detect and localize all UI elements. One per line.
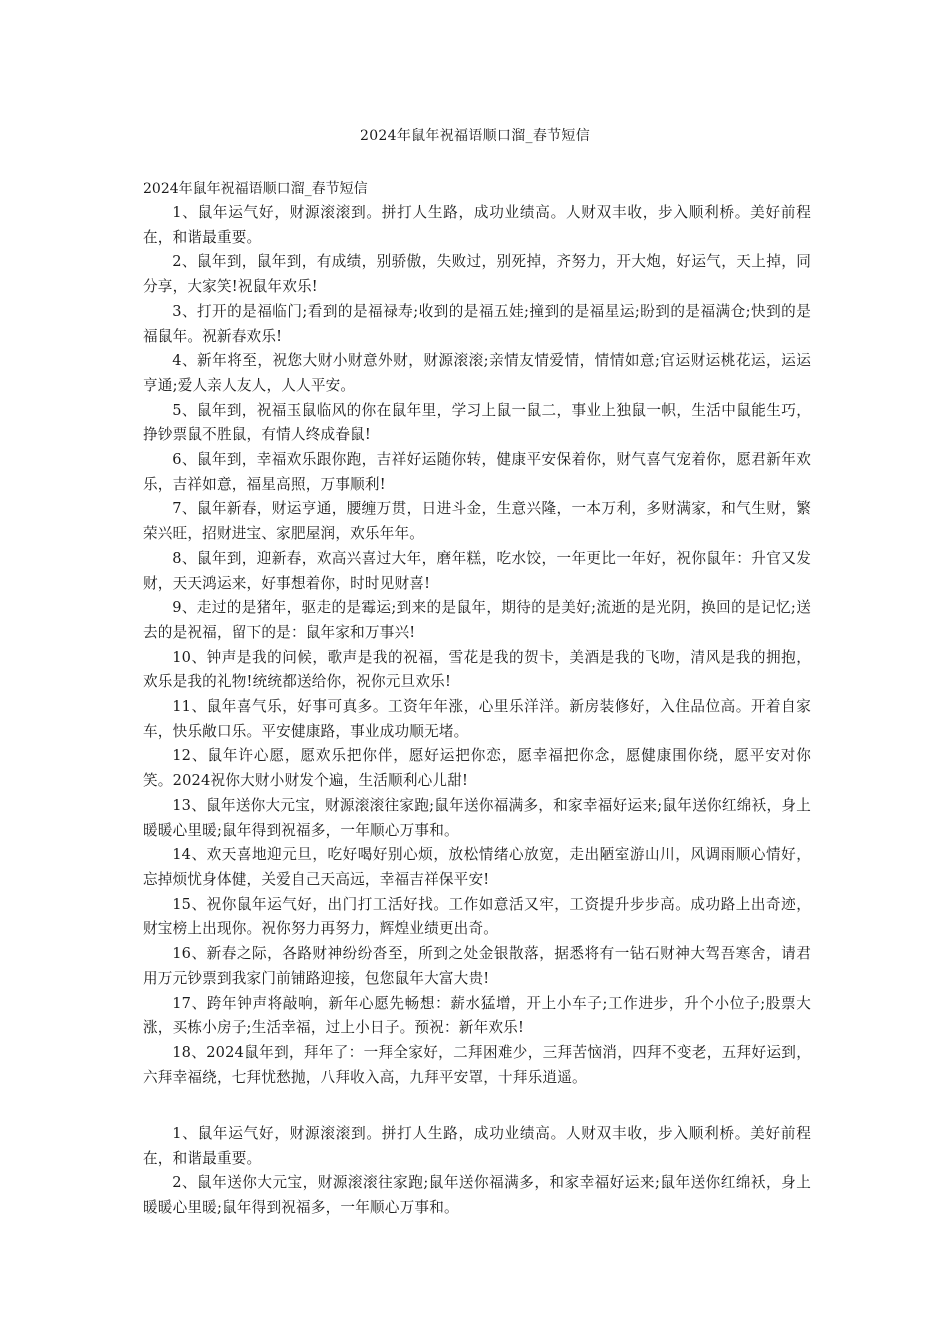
- paragraph-list: [143, 201, 811, 1090]
- paragraph: 3、打开的是福临门;看到的是福禄寿;收到的是福五娃;撞到的是福星运;盼到的是福满仓;快到的是福鼠年。祝新春欢乐!: [143, 302, 811, 345]
- paragraph: 11、鼠年喜气乐，好事可真多。工资年年涨，心里乐洋洋。新房装修好，入住品位高。开着自家车，快乐敞口乐。平安健康路，事业成功顺无堵。: [143, 698, 811, 740]
- paragraph: 4、新年将至，祝您大财小财意外财，财源滚滚;亲情友情爱情，情情如意;官运财运桃花运，运运亨通;爱人亲人友人，人人平安。: [143, 352, 811, 394]
- paragraph: 16、新春之际，各路财神纷纷沓至，所到之处金银散落，据悉将有一钻石财神大驾吾寒舍，请君用万元钞票到我家门前铺路迎接，包您鼠年大富大贵!: [143, 945, 811, 987]
- paragraph: 14、欢天喜地迎元旦，吃好喝好别心烦，放松情绪心放宽，走出陋室游山川，风调雨顺心情好，忘掉烦忧身体健，关爱自己天高远，幸福吉祥保平安!: [143, 846, 811, 888]
- main-content: [143, 177, 811, 1090]
- paragraph: 2、鼠年到，鼠年到，有成绩，别骄傲，失败过，别死掉，齐努力，开大炮，好运气，天上掉，同分享，大家笑!祝鼠年欢乐!: [143, 253, 811, 296]
- document-title: 2024年鼠年祝福语顺口溜_春节短信: [359, 128, 591, 144]
- paragraph: 9、走过的是猪年，驱走的是霉运;到来的是鼠年，期待的是美好;流逝的是光阴，换回的是记忆;送去的是祝福，留下的是：鼠年家和万事兴!: [143, 599, 811, 641]
- paragraph: 8、鼠年到，迎新春，欢高兴喜过大年，磨年糕，吃水饺，一年更比一年好，祝你鼠年：升官又发财，天天鸿运来，好事想着你，时时见财喜!: [143, 549, 811, 592]
- paragraph: 12、鼠年许心愿，愿欢乐把你伴，愿好运把你恋，愿幸福把你念，愿健康围你绕，愿平安对你笑。2024祝你大财小财发个遍，生活顺利心儿甜!: [143, 747, 811, 790]
- paragraph: 7、鼠年新春，财运亨通，腰缠万贯，日进斗金，生意兴隆，一本万利，多财满家，和气生财，繁荣兴旺，招财进宝、家肥屋润，欢乐年年。: [143, 500, 811, 543]
- paragraph: 6、鼠年到，幸福欢乐跟你跑，吉祥好运随你转，健康平安保着你，财气喜气宠着你，愿君新年欢乐，吉祥如意，福星高照，万事顺利!: [143, 451, 811, 493]
- paragraph: 17、跨年钟声将敲响，新年心愿先畅想：薪水猛增，开上小车子;工作进步，升个小位子;股票大涨，买栋小房子;生活幸福，过上小日子。预祝：新年欢乐!: [143, 994, 811, 1037]
- repeat-content: [143, 1122, 811, 1221]
- paragraph: 1、鼠年运气好，财源滚滚到。拼打人生路，成功业绩高。人财双丰收，步入顺利桥。美好前程在，和谐最重要。: [143, 204, 811, 246]
- content-subtitle: 2024年鼠年祝福语顺口溜_春节短信: [143, 181, 368, 197]
- paragraph: 18、2024鼠年到，拜年了：一拜全家好，二拜困难少，三拜苦恼消，四拜不变老，五拜好运到，六拜幸福绕，七拜忧愁抛，八拜收入高，九拜平安罩，十拜乐逍遥。: [143, 1043, 811, 1086]
- paragraph: 5、鼠年到，祝福玉鼠临风的你在鼠年里，学习上鼠一鼠二，事业上独鼠一帜，生活中鼠能生巧，挣钞票鼠不胜鼠，有情人终成眷鼠!: [143, 401, 811, 444]
- paragraph: 2、鼠年送你大元宝，财源滚滚往家跑;鼠年送你福满多，和家幸福好运来;鼠年送你红绵袄，身上暖暖心里暖;鼠年得到祝福多，一年顺心万事和。: [143, 1174, 811, 1217]
- paragraph: 13、鼠年送你大元宝，财源滚滚往家跑;鼠年送你福满多，和家幸福好运来;鼠年送你红绵袄，身上暖暖心里暖;鼠年得到祝福多，一年顺心万事和。: [143, 796, 811, 839]
- paragraph: 1、鼠年运气好，财源滚滚到。拼打人生路，成功业绩高。人财双丰收，步入顺利桥。美好前程在，和谐最重要。: [143, 1125, 811, 1167]
- paragraph: 15、祝你鼠年运气好，出门打工活好找。工作如意活又牢，工资提升步步高。成功路上出奇迹，财宝榜上出现你。祝你努力再努力，辉煌业绩更出奇。: [143, 895, 811, 938]
- paragraph: 10、钟声是我的问候，歌声是我的祝福，雪花是我的贺卡，美酒是我的飞吻，清风是我的拥抱，欢乐是我的礼物!统统都送给你，祝你元旦欢乐!: [143, 648, 811, 691]
- repeat-paragraph-list: [143, 1122, 811, 1221]
